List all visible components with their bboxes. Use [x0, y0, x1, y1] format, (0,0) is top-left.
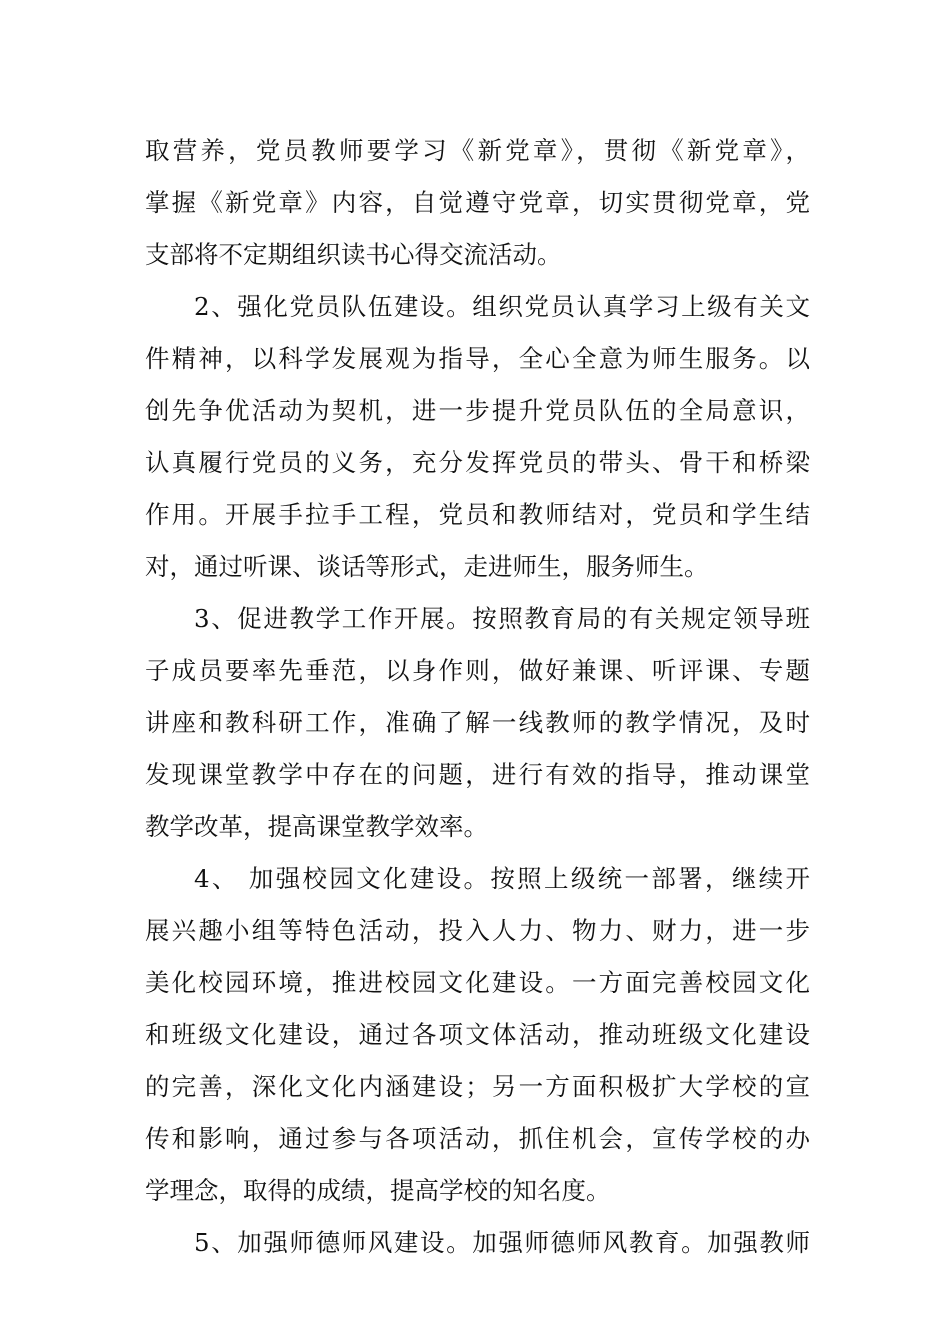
paragraph-line: 3、促进教学工作开展。按照教育局的有关规定领导班 [194, 604, 810, 633]
paragraph-line: 掌握《新党章》内容，自觉遵守党章，切实贯彻党章，党 [145, 188, 810, 217]
document-body [145, 125, 810, 1269]
paragraph-line: 2、强化党员队伍建设。组织党员认真学习上级有关文 [194, 292, 810, 321]
paragraph-line: 和班级文化建设，通过各项文体活动，推动班级文化建设 [145, 1020, 810, 1049]
paragraph-line: 取营养，党员教师要学习《新党章》，贯彻《新党章》， [145, 136, 810, 165]
paragraph-line: 对，通过听课、谈话等形式，走进师生，服务师生。 [145, 552, 709, 581]
paragraph-line: 展兴趣小组等特色活动，投入人力、物力、财力，进一步 [145, 916, 810, 945]
paragraph-line: 4、 加强校园文化建设。按照上级统一部署，继续开 [194, 864, 810, 893]
paragraph-line: 认真履行党员的义务，充分发挥党员的带头、骨干和桥梁 [145, 448, 810, 477]
paragraph-line: 子成员要率先垂范，以身作则，做好兼课、听评课、专题 [145, 656, 810, 685]
paragraph-line: 创先争优活动为契机，进一步提升党员队伍的全局意识， [145, 396, 810, 425]
paragraph-line: 作用。开展手拉手工程，党员和教师结对，党员和学生结 [145, 500, 810, 529]
paragraph-line: 件精神，以科学发展观为指导，全心全意为师生服务。以 [145, 344, 810, 373]
paragraph-line: 的完善，深化文化内涵建设；另一方面积极扩大学校的宣 [145, 1072, 810, 1101]
paragraph-line: 讲座和教科研工作，准确了解一线教师的教学情况，及时 [145, 708, 810, 737]
paragraph-line: 支部将不定期组织读书心得交流活动。 [145, 240, 562, 269]
paragraph-line: 教学改革，提高课堂教学效率。 [145, 812, 488, 841]
paragraph-line: 5、加强师德师风建设。加强师德师风教育。加强教师 [194, 1228, 810, 1257]
paragraph-line: 美化校园环境，推进校园文化建设。一方面完善校园文化 [145, 968, 810, 997]
paragraph-line: 传和影响，通过参与各项活动，抓住机会，宣传学校的办 [145, 1124, 810, 1153]
paragraph-line: 学理念，取得的成绩，提高学校的知名度。 [145, 1176, 611, 1205]
paragraph-line: 发现课堂教学中存在的问题，进行有效的指导，推动课堂 [145, 760, 810, 789]
